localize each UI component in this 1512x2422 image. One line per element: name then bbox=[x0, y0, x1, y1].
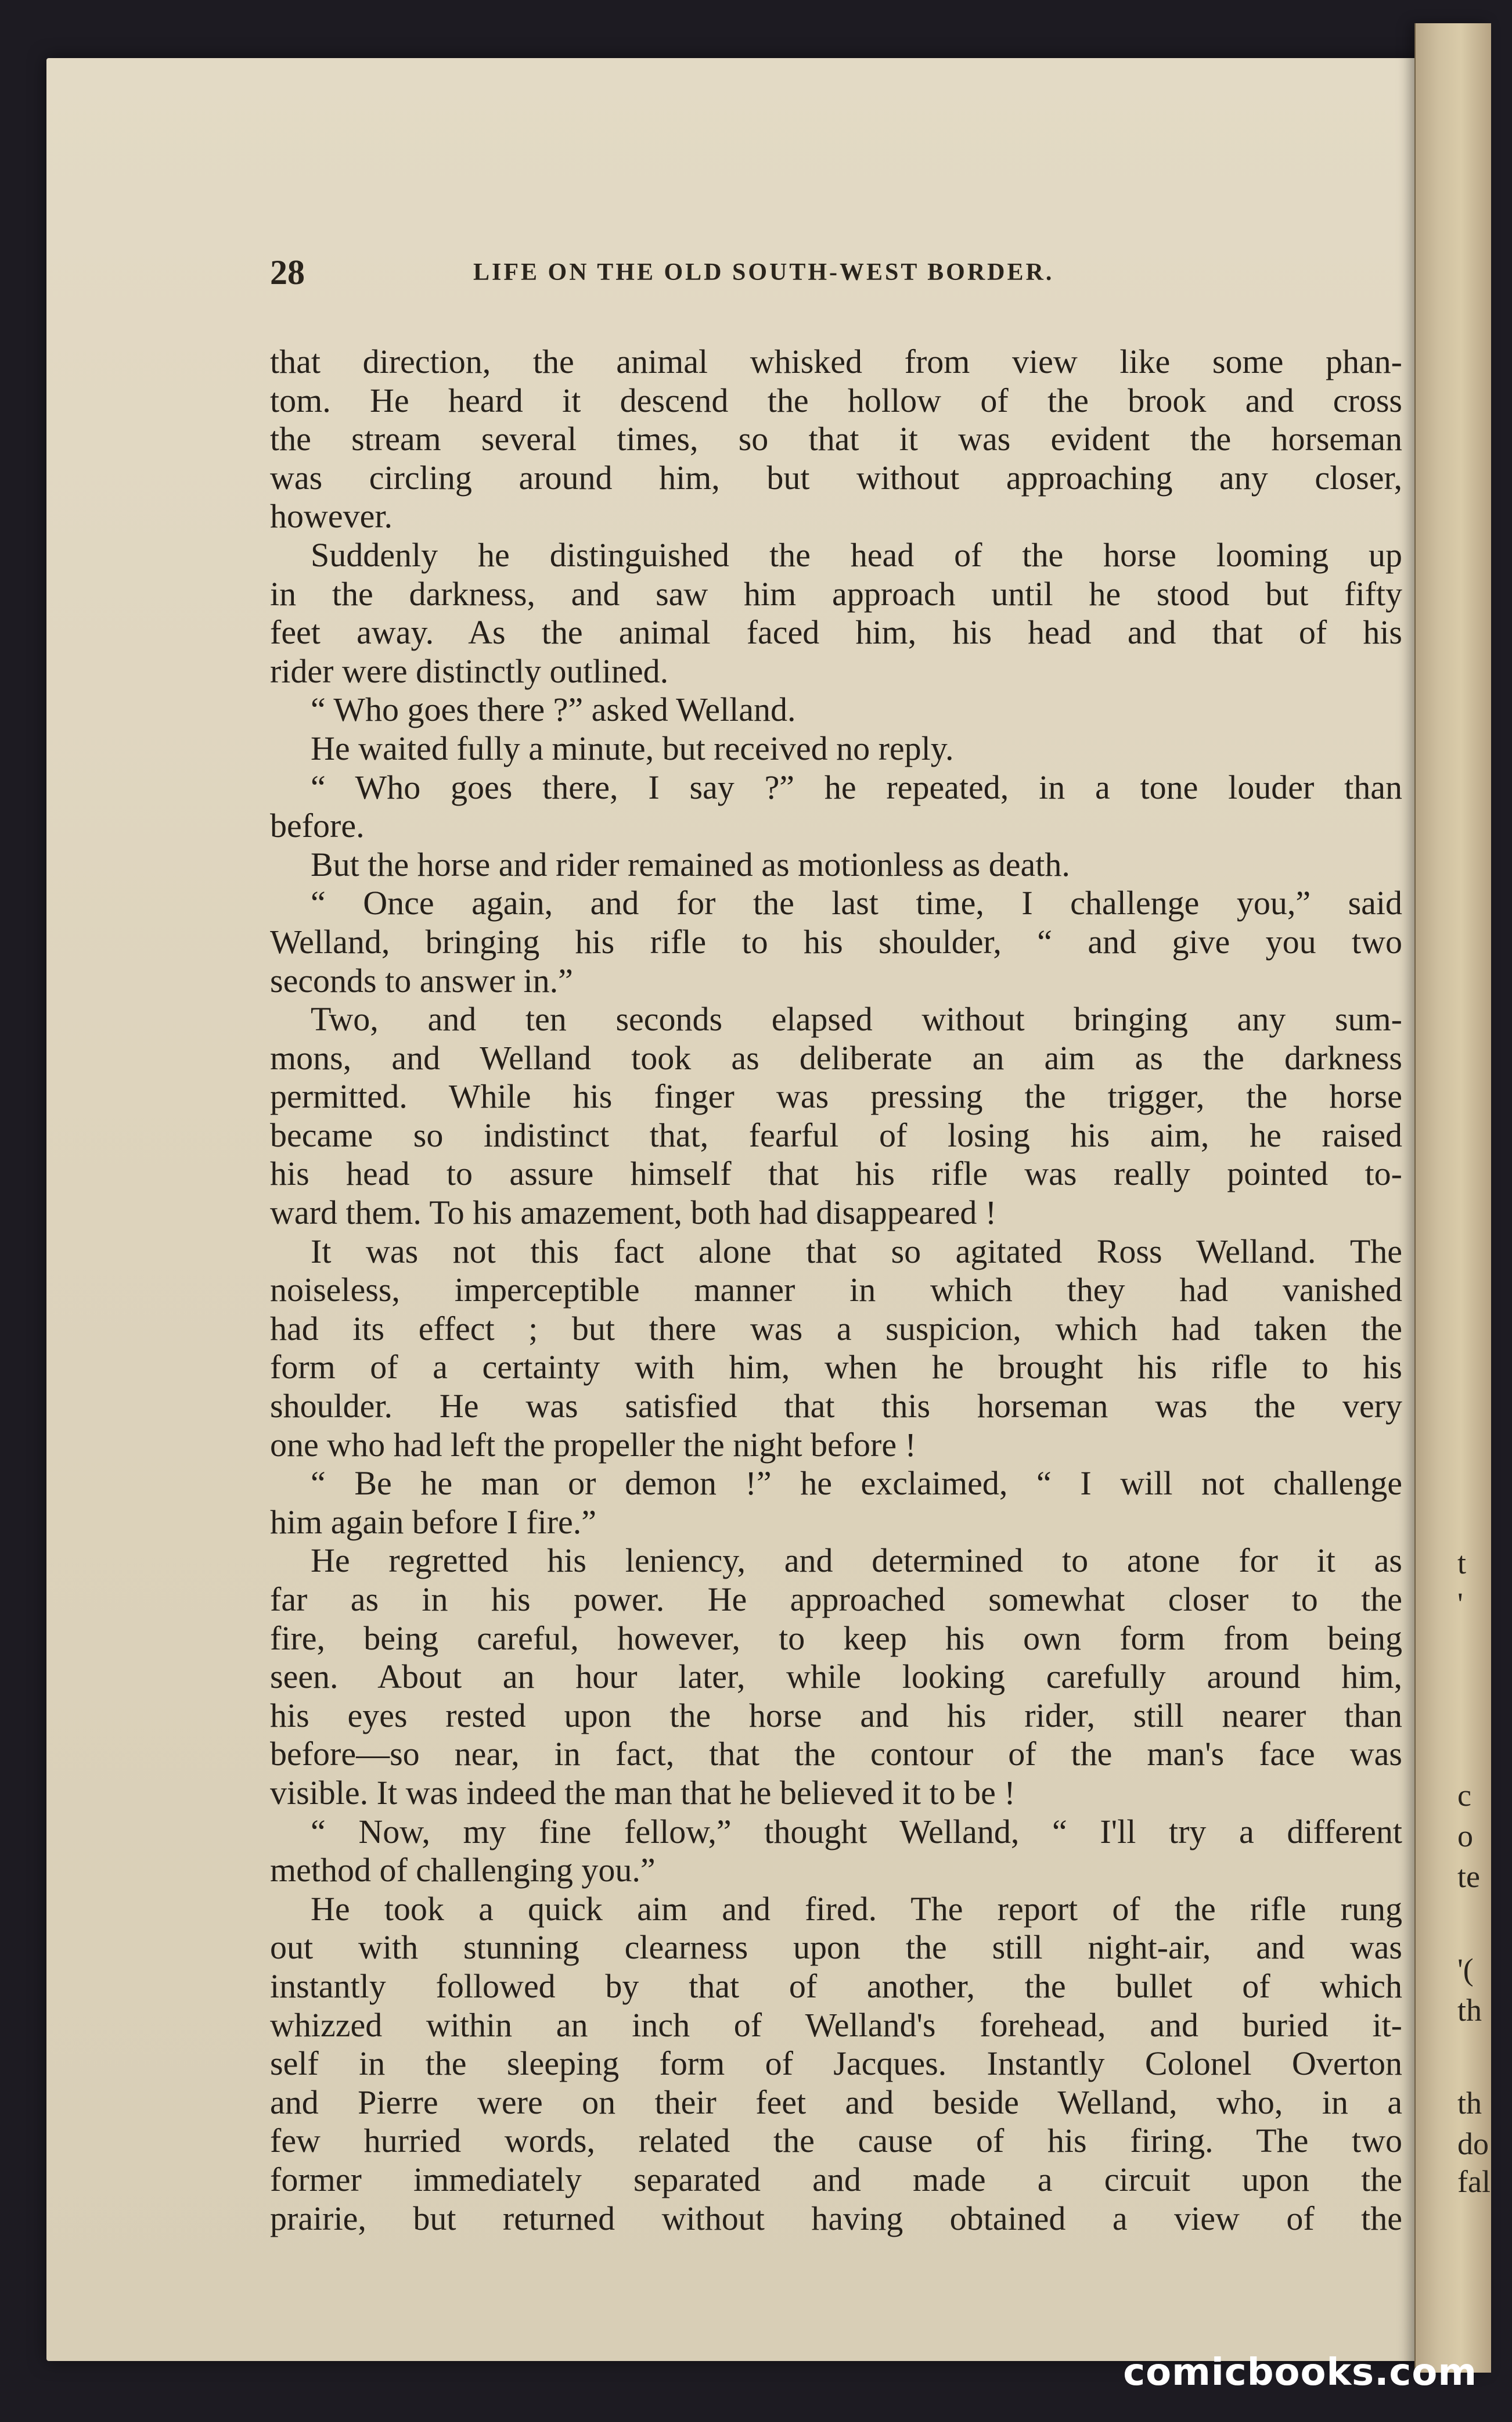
text-line: method of challenging you.” bbox=[270, 1851, 656, 1889]
text-line: however. bbox=[270, 497, 393, 536]
text-line: few hurried words, related the cause of his firing. The two bbox=[270, 2122, 1402, 2160]
text-line: whizzed within an inch of Welland's forehead, and buried it- bbox=[270, 2006, 1402, 2044]
text-line: one who had left the propeller the night before ! bbox=[270, 1425, 916, 1464]
text-line: feet away. As the animal faced him, his head and that of his bbox=[270, 613, 1402, 652]
text-line: form of a certainty with him, when he brought his rifle to his bbox=[270, 1348, 1402, 1386]
text-line: had its effect ; but there was a suspicion, which had taken the bbox=[270, 1309, 1402, 1347]
next-page-fragment: do bbox=[1457, 2126, 1489, 2161]
text-line: He regretted his leniency, and determined to atone for it as bbox=[311, 1541, 1402, 1580]
text-line: the stream several times, so that it was evident the horseman bbox=[270, 420, 1402, 458]
next-page-fragment: '( bbox=[1457, 1952, 1474, 1987]
text-line: and Pierre were on their feet and beside Welland, who, in a bbox=[270, 2083, 1402, 2121]
text-line: seconds to answer in.” bbox=[270, 961, 573, 1000]
text-line: self in the sleeping form of Jacques. Instantly Colonel Overton bbox=[270, 2044, 1402, 2083]
book-page bbox=[46, 58, 1461, 2361]
text-line: his head to assure himself that his rifle was really pointed to- bbox=[270, 1155, 1402, 1193]
text-line: before. bbox=[270, 807, 365, 845]
page-number: 28 bbox=[270, 253, 305, 292]
next-page-fragment: t bbox=[1457, 1546, 1467, 1580]
text-line: It was not this fact alone that so agitated Ross Welland. The bbox=[311, 1232, 1402, 1270]
text-line: out with stunning clearness upon the still night-air, and was bbox=[270, 1928, 1402, 1967]
text-line: mons, and Welland took as deliberate an aim as the darkness bbox=[270, 1038, 1402, 1077]
next-page-fragment: ' bbox=[1457, 1586, 1463, 1621]
next-page-fragment: c bbox=[1457, 1778, 1471, 1813]
next-page-fragment: te bbox=[1457, 1859, 1480, 1894]
text-line: far as in his power. He approached somewhat closer to the bbox=[270, 1580, 1402, 1618]
text-line: before—so near, in fact, that the contour of the man's face was bbox=[270, 1735, 1402, 1773]
text-line: permitted. While his finger was pressing the trigger, the horse bbox=[270, 1077, 1402, 1116]
text-line: seen. About an hour later, while looking carefully around him, bbox=[270, 1658, 1402, 1696]
text-line: “ Who goes there, I say ?” he repeated, in a tone louder than bbox=[311, 768, 1402, 806]
text-line: Welland, bringing his rifle to his shoulder, “ and give you two bbox=[270, 922, 1402, 961]
next-page-fragment: th bbox=[1457, 1993, 1482, 2028]
text-line: his eyes rested upon the horse and his rider, still nearer than bbox=[270, 1696, 1402, 1734]
text-line: “ Who goes there ?” asked Welland. bbox=[311, 691, 796, 729]
running-head: LIFE ON THE OLD SOUTH-WEST BORDER. bbox=[473, 259, 1054, 286]
text-line: instantly followed by that of another, the bullet of which bbox=[270, 1967, 1402, 2005]
next-page-fragment: o bbox=[1457, 1819, 1473, 1853]
text-line: Suddenly he distinguished the head of the horse looming up bbox=[311, 536, 1402, 574]
text-line: “ Be he man or demon !” he exclaimed, “ I will not challenge bbox=[311, 1464, 1402, 1503]
text-line: in the darkness, and saw him approach until he stood but fifty bbox=[270, 574, 1402, 613]
text-line: ward them. To his amazement, both had disappeared ! bbox=[270, 1194, 997, 1232]
page-header bbox=[270, 253, 1402, 299]
text-line: Two, and ten seconds elapsed without bringing any sum- bbox=[311, 1000, 1402, 1038]
site-watermark: comicbooks.com bbox=[1123, 2351, 1477, 2394]
text-line: former immediately separated and made a circuit upon the bbox=[270, 2160, 1402, 2198]
body-text bbox=[270, 343, 1402, 2271]
text-line: fire, being careful, however, to keep his own form from being bbox=[270, 1619, 1402, 1657]
text-line: shoulder. He was satisfied that this horseman was the very bbox=[270, 1387, 1402, 1425]
text-line: prairie, but returned without having obtained a view of the bbox=[270, 2199, 1402, 2237]
text-line: was circling around him, but without approaching any closer, bbox=[270, 458, 1402, 497]
text-line: noiseless, imperceptible manner in which they had vanished bbox=[270, 1271, 1402, 1309]
text-line: He waited fully a minute, but received no reply. bbox=[311, 729, 954, 767]
next-page-fragment: fal bbox=[1457, 2164, 1491, 2199]
text-line: him again before I fire.” bbox=[270, 1503, 596, 1541]
text-line: rider were distinctly outlined. bbox=[270, 652, 669, 690]
text-line: that direction, the animal whisked from view like some phan- bbox=[270, 343, 1402, 380]
text-line: “ Now, my fine fellow,” thought Welland, “ I'll try a different bbox=[311, 1812, 1402, 1850]
text-line: He took a quick aim and fired. The report of the rifle rung bbox=[311, 1889, 1402, 1928]
next-page-fragment: th bbox=[1457, 2086, 1482, 2121]
text-line: “ Once again, and for the last time, I challenge you,” said bbox=[311, 884, 1402, 922]
text-line: tom. He heard it descend the hollow of the brook and cross bbox=[270, 381, 1402, 419]
text-line: became so indistinct that, fearful of losing his aim, he raised bbox=[270, 1116, 1402, 1154]
text-line: visible. It was indeed the man that he believed it to be ! bbox=[270, 1773, 1016, 1812]
text-line: But the horse and rider remained as motionless as death. bbox=[311, 845, 1070, 883]
